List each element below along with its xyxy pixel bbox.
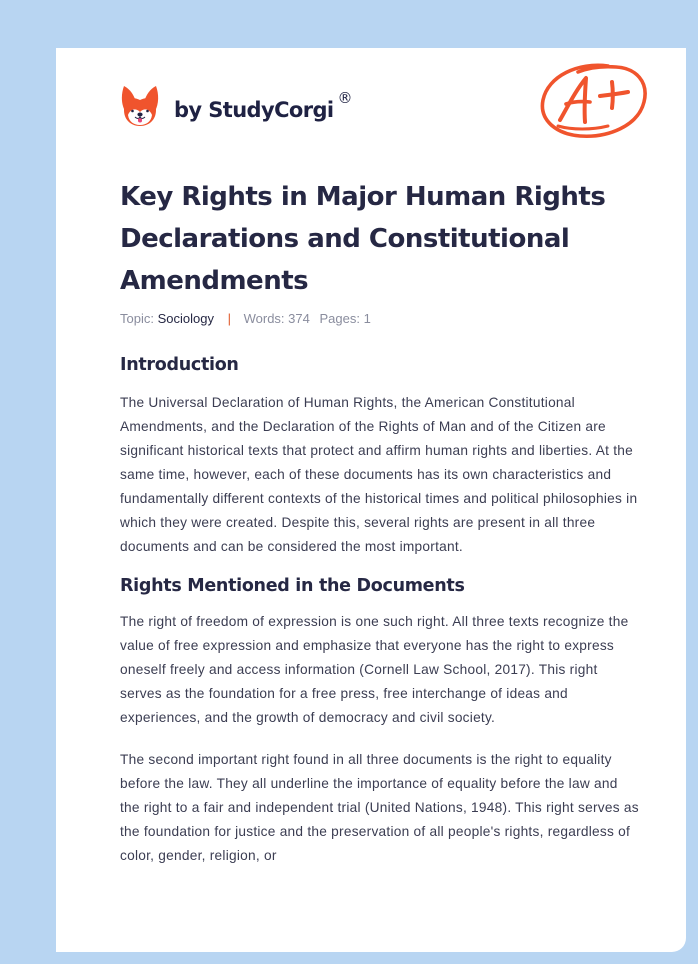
paragraph: The second important right found in all three documents is the right to equality before the law. They all underline the importance of equality before the law and the right to a fair and independent trial (United Nations, 1948). This right serves as the foundation for justice and the preservation of all people's rights, regardless of color, gender, religion, or xyxy=(120,752,639,863)
words-label: Words: xyxy=(243,311,285,326)
paragraph: The Universal Declaration of Human Rights, the American Constitutional Amendments, and the Declaration of the Rights of Man and of the Citizen are significant historical texts that protect and affirm human rights and liberties. At the same time, however, each of these documents has its own characteristics and fundamentally different contexts of the historical times and political philosophies in which they were created. Despite this, several rights are present in all three documents and can be considered the most important. xyxy=(120,395,638,554)
pages-label: Pages: xyxy=(319,311,360,326)
document-title: Key Rights in Major Human Rights Declarations and Constitutional Amendments xyxy=(120,182,606,296)
meta-separator: | xyxy=(227,311,231,326)
document-body xyxy=(120,350,640,868)
section-heading-introduction: Introduction xyxy=(120,355,239,375)
document-meta xyxy=(120,311,371,326)
words-count: 374 xyxy=(288,311,310,326)
section-heading-rights-mentioned: Rights Mentioned in the Documents xyxy=(120,576,465,596)
brand-name: by StudyCorgi xyxy=(174,98,334,122)
pages-count: 1 xyxy=(363,311,371,326)
topic-label: Topic: xyxy=(120,311,154,326)
a-plus-grade-icon xyxy=(538,58,650,140)
topic-link[interactable]: Sociology xyxy=(157,311,214,326)
site-header xyxy=(120,76,353,136)
registered-mark: ® xyxy=(337,89,353,107)
logo-link[interactable] xyxy=(120,84,353,128)
paragraph: The right of freedom of expression is one such right. All three texts recognize the value of free expression and emphasize that everyone has the right to express oneself freely and access information (Cornell Law School, 2017). This right serves as the foundation for a free press, free interchange of ideas and experiences, and the growth of democracy and civil society. xyxy=(120,614,629,725)
corgi-logo-icon xyxy=(120,84,160,128)
document-card xyxy=(56,48,686,952)
